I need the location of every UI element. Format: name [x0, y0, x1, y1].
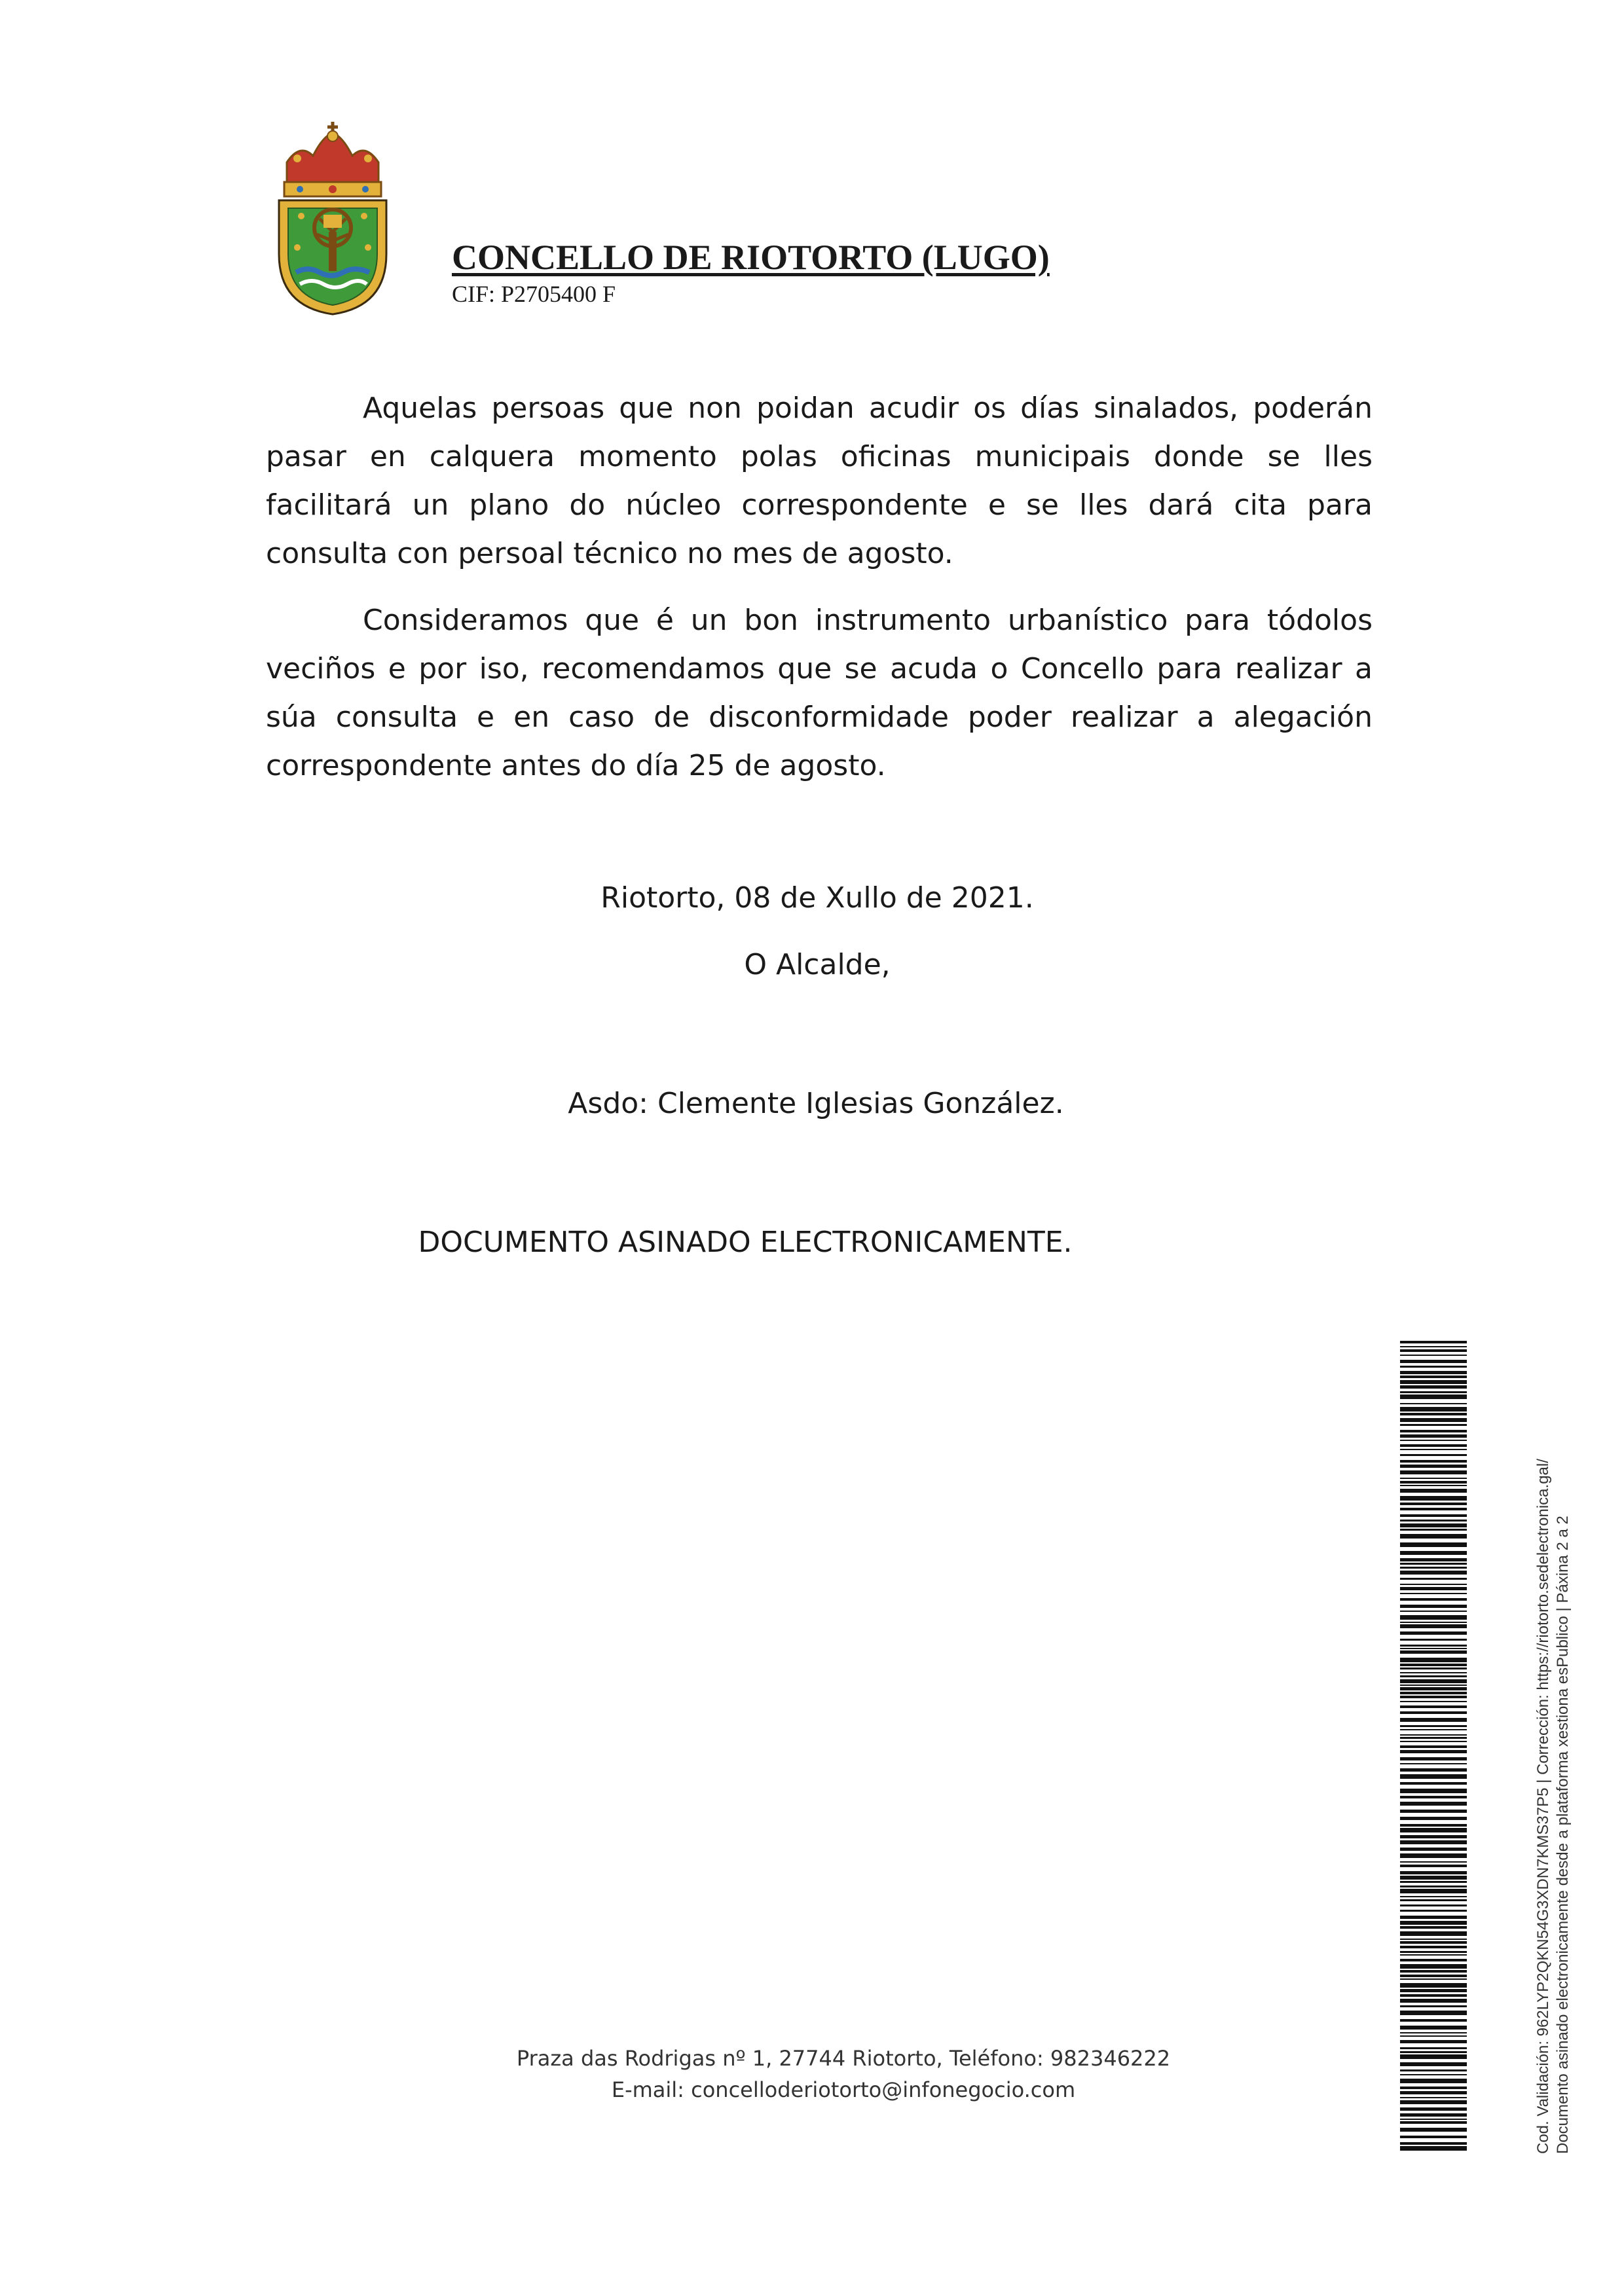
signed-by: Asdo: Clemente Iglesias González.	[568, 1087, 1064, 1120]
validation-text	[1534, 1459, 1573, 2154]
coat-of-arms-logo	[274, 117, 392, 317]
document-cif: CIF: P2705400 F	[452, 281, 616, 307]
validation-line-2: Documento asinado electronicamente desde a plataforma xestiona esPublico | Páxina 2 a 2	[1554, 1516, 1572, 2154]
document-title: CONCELLO DE RIOTORTO (LUGO)	[452, 238, 1050, 277]
body-paragraph-1: Aquelas persoas que non poidan acudir os días sinalados, poderán pasar en calquera momento polas oficinas municipais donde se lles facilitará un plano do núcleo correspondente e se lles dará cita para consulta con persoal técnico no mes de agosto.	[266, 392, 1373, 570]
closing-role: O Alcalde,	[744, 948, 891, 981]
closing-date: Riotorto, 08 de Xullo de 2021.	[600, 881, 1034, 915]
electronic-signature-notice: DOCUMENTO ASINADO ELECTRONICAMENTE.	[418, 1226, 1073, 1259]
validation-line-1: Cod. Validación: 962LYP2QKN54G3XDN7KMS37P5 | Corrección: https://riotorto.sedelectronica.gal/	[1534, 1459, 1552, 2154]
validation-barcode	[1400, 1341, 1467, 2151]
body-paragraph-2: Consideramos que é un bon instrumento urbanístico para tódolos veciños e por iso, recomendamos que se acuda o Concello para realizar a súa consulta e en caso de disconformidade poder realizar a alegación correspondente antes do día 25 de agosto.	[266, 604, 1373, 782]
footer-address: Praza das Rodrigas nº 1, 27744 Riotorto, Teléfono: 982346222	[516, 2046, 1171, 2071]
footer-email: E-mail: concelloderiotorto@infonegocio.com	[611, 2077, 1076, 2102]
